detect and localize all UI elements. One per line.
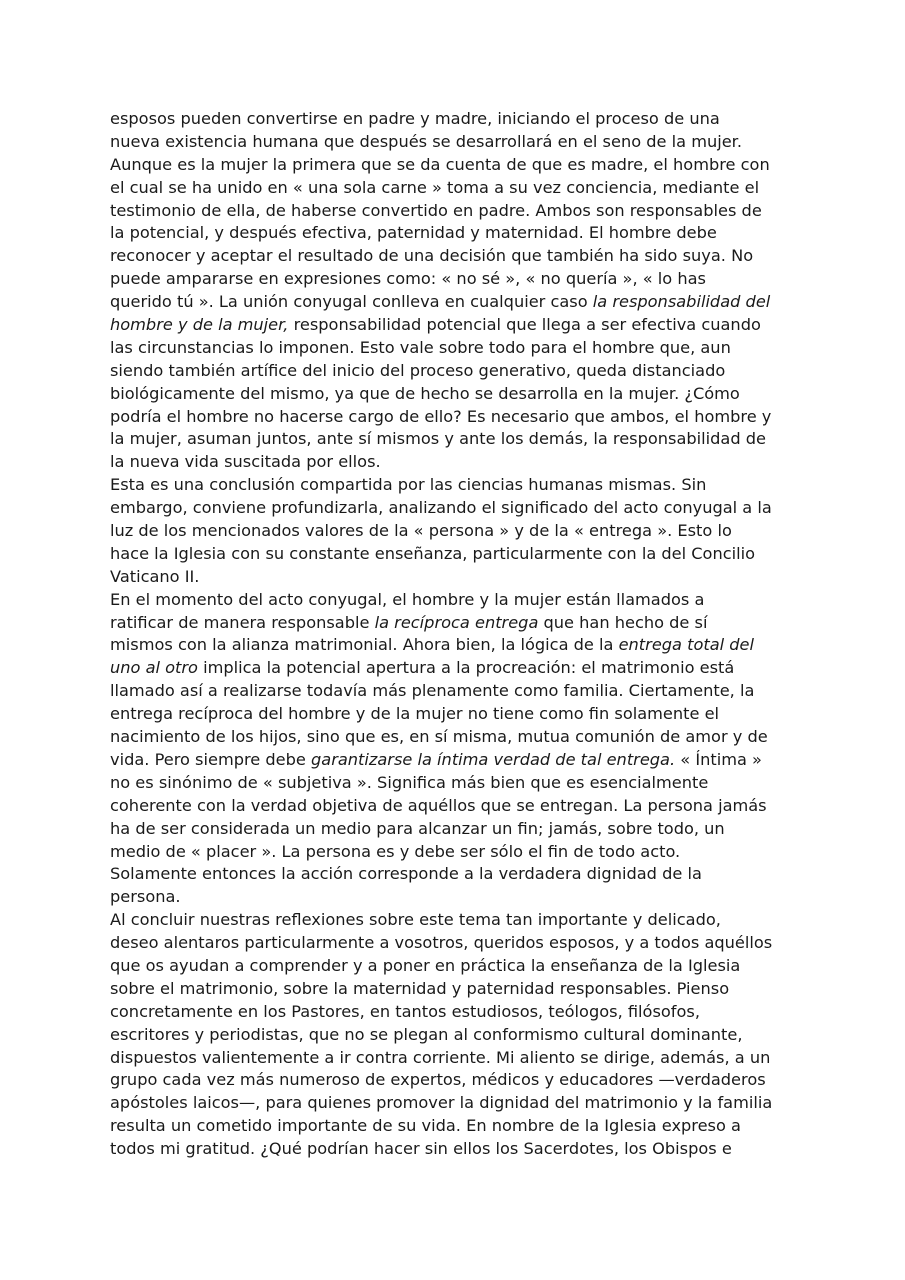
- text-segment: entrega recíproca del hombre y de la mujer no tiene como fin solamente el: [110, 704, 720, 724]
- text-segment: concretamente en los Pastores, en tantos estudiosos, teólogos, filósofos,: [110, 1001, 700, 1021]
- text-segment: En el momento del acto conyugal, el hombre y la mujer están llamados a: [110, 589, 705, 609]
- text-segment: sobre el matrimonio, sobre la maternidad y paternidad responsables. Pienso: [110, 978, 730, 998]
- text-line: [110, 1115, 800, 1138]
- italic-text-segment: uno al otro: [110, 658, 198, 678]
- text-line: [110, 795, 800, 818]
- text-segment: la potencial, y después efectiva, paternidad y maternidad. El hombre debe: [110, 223, 717, 243]
- text-segment: embargo, conviene profundizarla, analizando el significado del acto conyugal a la: [110, 498, 772, 518]
- text-line: [110, 543, 800, 566]
- text-line: [110, 841, 800, 864]
- text-segment: mismos con la alianza matrimonial. Ahora bien, la lógica de la: [110, 635, 619, 655]
- text-segment: biológicamente del mismo, ya que de hecho se desarrolla en la mujer. ¿Cómo: [110, 383, 740, 403]
- text-segment: nacimiento de los hijos, sino que es, en sí misma, mutua comunión de amor y de: [110, 727, 768, 747]
- text-line: [110, 886, 800, 909]
- text-segment: testimonio de ella, de haberse convertido en padre. Ambos son responsables de: [110, 200, 762, 220]
- text-segment: « Íntima »: [675, 749, 762, 769]
- text-line: [110, 978, 800, 1001]
- text-segment: nueva existencia humana que después se desarrollará en el seno de la mujer.: [110, 131, 742, 151]
- text-segment: vida. Pero siempre debe: [110, 749, 312, 769]
- text-line: [110, 1092, 800, 1115]
- text-line: [110, 909, 800, 932]
- text-line: [110, 406, 800, 429]
- text-segment: las circunstancias lo imponen. Esto vale sobre todo para el hombre que, aun: [110, 337, 731, 357]
- italic-text-segment: entrega total del: [618, 635, 755, 655]
- text-line: [110, 108, 800, 131]
- text-line: [110, 222, 800, 245]
- text-segment: escritores y periodistas, que no se plegan al conformismo cultural dominante,: [110, 1024, 743, 1044]
- text-line: [110, 497, 800, 520]
- text-line: [110, 1024, 800, 1047]
- text-line: [110, 818, 800, 841]
- text-segment: la mujer, asuman juntos, ante sí mismos y ante los demás, la responsabilidad de: [110, 429, 766, 449]
- text-segment: puede ampararse en expresiones como: « no sé », « no quería », « lo has: [110, 269, 706, 289]
- text-segment: que han hecho de sí: [538, 612, 708, 632]
- text-segment: llamado así a realizarse todavía más plenamente como familia. Ciertamente, la: [110, 681, 755, 701]
- text-line: [110, 177, 800, 200]
- text-segment: persona.: [110, 887, 181, 907]
- italic-text-segment: garantizarse la íntima verdad de tal entrega.: [311, 749, 676, 769]
- text-segment: que os ayudan a comprender y a poner en práctica la enseñanza de la Iglesia: [110, 955, 741, 975]
- text-line: [110, 520, 800, 543]
- text-segment: la nueva vida suscitada por ellos.: [110, 452, 381, 472]
- italic-text-segment: la responsabilidad del: [592, 292, 771, 312]
- text-segment: todos mi gratitud. ¿Qué podrían hacer sin ellos los Sacerdotes, los Obispos e: [110, 1139, 732, 1159]
- text-line: [110, 428, 800, 451]
- text-line: [110, 337, 800, 360]
- text-segment: Al concluir nuestras reflexiones sobre este tema tan importante y delicado,: [110, 910, 721, 930]
- text-line: [110, 589, 800, 612]
- text-line: [110, 131, 800, 154]
- text-segment: Aunque es la mujer la primera que se da cuenta de que es madre, el hombre con: [110, 154, 770, 174]
- text-line: [110, 1001, 800, 1024]
- text-segment: deseo alentaros particularmente a vosotros, queridos esposos, y a todos aquéllos: [110, 933, 773, 953]
- text-segment: podría el hombre no hacerse cargo de ello? Es necesario que ambos, el hombre y: [110, 406, 772, 426]
- text-line: [110, 566, 800, 589]
- text-segment: grupo cada vez más numeroso de expertos, médicos y educadores —verdaderos: [110, 1070, 766, 1090]
- text-line: [110, 1047, 800, 1070]
- text-segment: siendo también artífice del inicio del proceso generativo, queda distanciado: [110, 360, 726, 380]
- text-segment: apóstoles laicos—, para quienes promover la dignidad del matrimonio y la familia: [110, 1093, 773, 1113]
- text-segment: reconocer y aceptar el resultado de una decisión que también ha sido suya. No: [110, 246, 754, 266]
- text-segment: responsabilidad potencial que llega a ser efectiva cuando: [288, 315, 761, 335]
- text-segment: Vaticano II.: [110, 566, 200, 586]
- italic-text-segment: hombre y de la mujer,: [110, 315, 289, 335]
- text-line: [110, 657, 800, 680]
- text-line: [110, 772, 800, 795]
- text-segment: medio de « placer ». La persona es y debe ser sólo el fin de todo acto.: [110, 841, 681, 861]
- text-line: [110, 955, 800, 978]
- text-line: [110, 932, 800, 955]
- document-body: [110, 108, 800, 1161]
- text-line: [110, 360, 800, 383]
- text-segment: luz de los mencionados valores de la « persona » y de la « entrega ». Esto lo: [110, 521, 732, 541]
- text-segment: esposos pueden convertirse en padre y madre, iniciando el proceso de una: [110, 109, 720, 128]
- text-line: [110, 314, 800, 337]
- text-line: [110, 1069, 800, 1092]
- text-line: [110, 1138, 800, 1161]
- text-line: [110, 634, 800, 657]
- text-segment: Solamente entonces la acción corresponde a la verdadera dignidad de la: [110, 864, 702, 884]
- text-line: [110, 154, 800, 177]
- text-segment: coherente con la verdad objetiva de aquéllos que se entregan. La persona jamás: [110, 795, 767, 815]
- text-line: [110, 703, 800, 726]
- text-line: [110, 726, 800, 749]
- text-line: [110, 680, 800, 703]
- text-segment: ha de ser considerada un medio para alcanzar un fin; jamás, sobre todo, un: [110, 818, 725, 838]
- text-line: [110, 474, 800, 497]
- text-segment: dispuestos valientemente a ir contra corriente. Mi aliento se dirige, además, a un: [110, 1047, 771, 1067]
- italic-text-segment: la recíproca entrega: [374, 612, 539, 632]
- text-segment: querido tú ». La unión conyugal conlleva en cualquier caso: [110, 292, 593, 312]
- text-segment: hace la Iglesia con su constante enseñanza, particularmente con la del Concilio: [110, 543, 756, 563]
- text-line: [110, 200, 800, 223]
- text-segment: ratificar de manera responsable: [110, 612, 375, 632]
- text-line: [110, 451, 800, 474]
- text-line: [110, 291, 800, 314]
- text-line: [110, 245, 800, 268]
- text-segment: Esta es una conclusión compartida por las ciencias humanas mismas. Sin: [110, 475, 707, 495]
- text-segment: el cual se ha unido en « una sola carne » toma a su vez conciencia, mediante el: [110, 177, 760, 197]
- text-line: [110, 268, 800, 291]
- text-line: [110, 863, 800, 886]
- text-segment: resulta un cometido importante de su vida. En nombre de la Iglesia expreso a: [110, 1116, 741, 1136]
- text-segment: no es sinónimo de « subjetiva ». Significa más bien que es esencialmente: [110, 772, 709, 792]
- text-segment: implica la potencial apertura a la procreación: el matrimonio está: [197, 658, 735, 678]
- text-line: [110, 612, 800, 635]
- text-line: [110, 383, 800, 406]
- text-line: [110, 749, 800, 772]
